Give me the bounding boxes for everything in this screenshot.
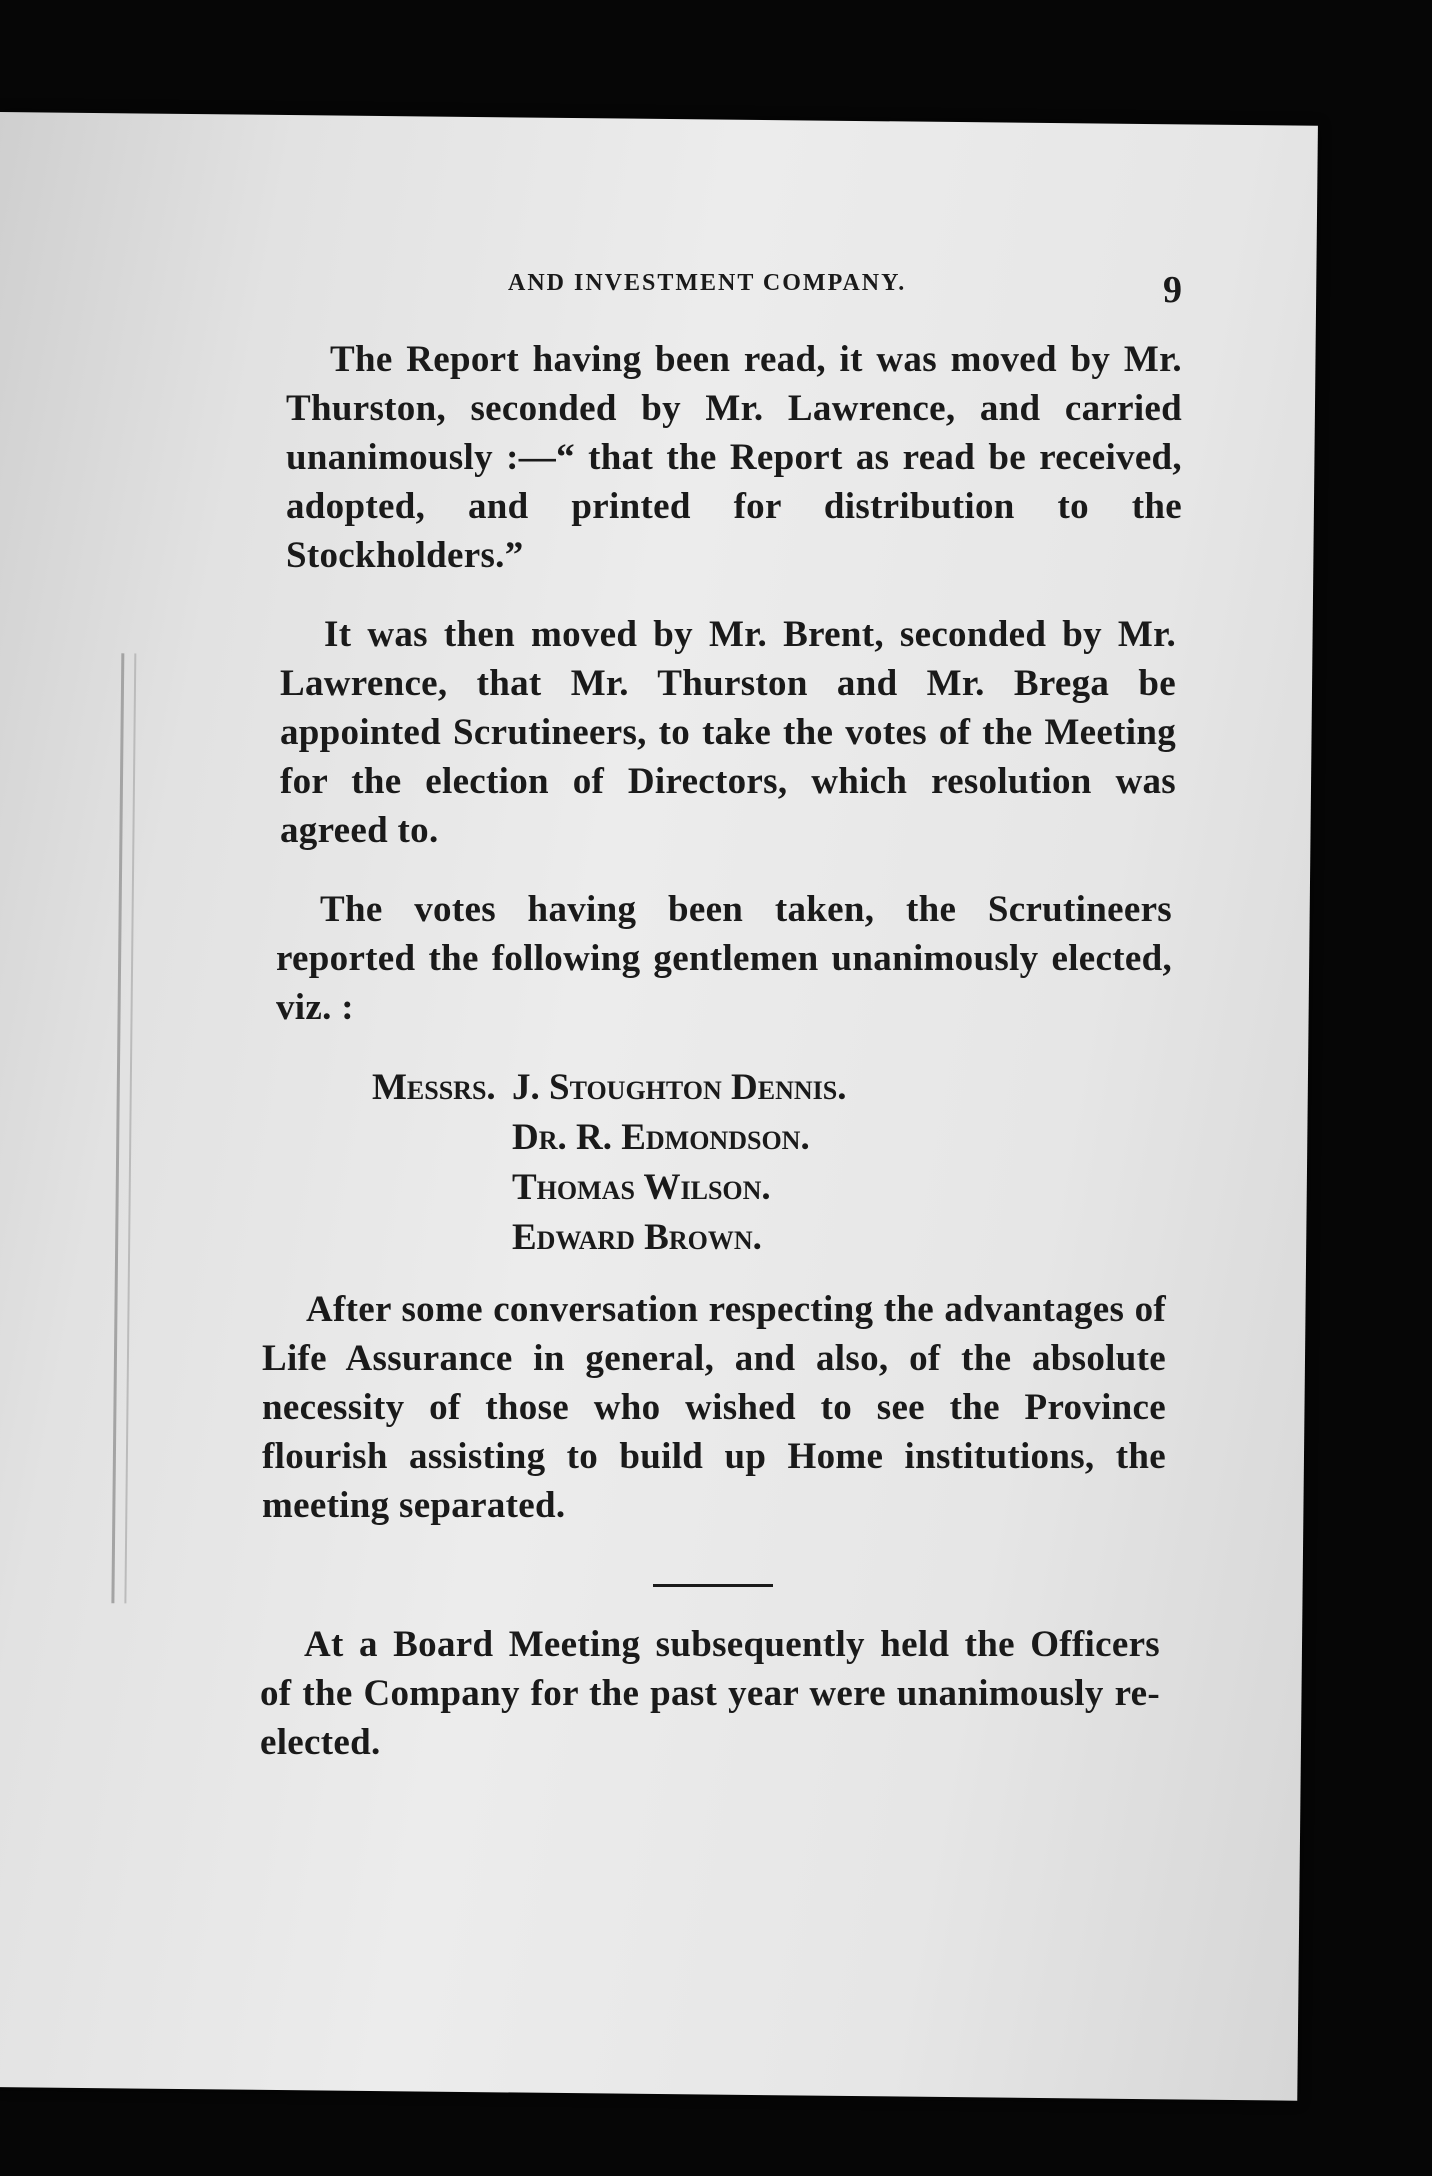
paragraph-meeting-separated: After some conversation respecting the advantages of Life Assurance in general, and also, of the absolute necessity of those who wished to see the Province flourish assisting to build up Home institutions, the meeting separated. bbox=[262, 1289, 1166, 1526]
director-name: Dr. R. Edmondson. bbox=[512, 1117, 810, 1158]
list-item bbox=[372, 1163, 846, 1213]
director-name: Thomas Wilson. bbox=[512, 1167, 771, 1208]
director-name: J. Stoughton Dennis. bbox=[512, 1067, 847, 1108]
list-item bbox=[372, 1113, 846, 1163]
list-item bbox=[372, 1063, 846, 1113]
paragraph-report-moved: The Report having been read, it was moved by Mr. Thurston, seconded by Mr. Lawrence, and carried unanimously :—“ that the Report as read be received, adopted, and printed for distribution to the Stockholders.” bbox=[286, 339, 1182, 576]
paragraph-votes-taken: The votes having been taken, the Scrutineers reported the following gentlemen unanimously elected, viz. : bbox=[276, 889, 1172, 1028]
director-name: Edward Brown. bbox=[512, 1217, 762, 1258]
elected-directors-list bbox=[372, 1063, 846, 1263]
paragraph-scrutineers: It was then moved by Mr. Brent, seconded by Mr. Lawrence, that Mr. Thurston and Mr. Brega be appointed Scrutineers, to take the votes of the Meeting for the election of Directors, which resolution was agreed to. bbox=[280, 614, 1176, 851]
paragraph-board-meeting: At a Board Meeting subsequently held the Officers of the Company for the past year were unanimously re-elected. bbox=[260, 1624, 1160, 1763]
names-prefix: Messrs. bbox=[372, 1067, 496, 1108]
binding-string bbox=[111, 653, 136, 1603]
list-item bbox=[372, 1213, 846, 1263]
running-head: AND INVESTMENT COMPANY. bbox=[508, 270, 907, 296]
section-divider bbox=[653, 1584, 773, 1587]
page-number: 9 bbox=[1163, 269, 1182, 311]
